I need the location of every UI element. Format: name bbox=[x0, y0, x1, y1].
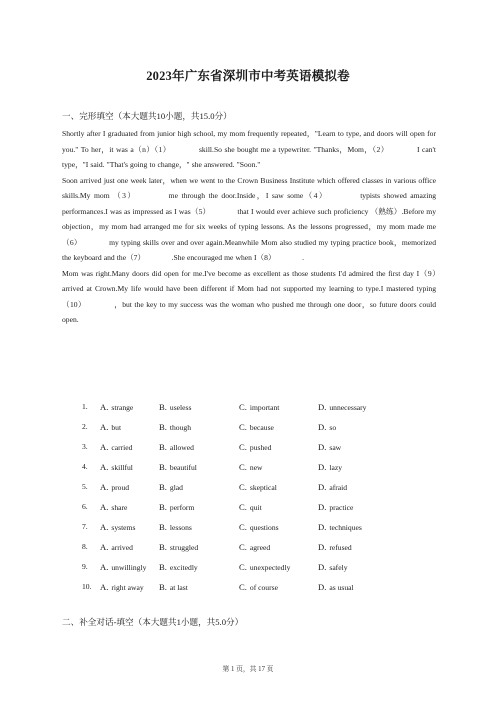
option-choice bbox=[239, 562, 290, 572]
option-choice bbox=[100, 402, 133, 412]
option-text: proud bbox=[111, 483, 130, 492]
option-choice bbox=[239, 402, 279, 412]
passage-paragraph: Soon arrived just one week later，when we went to the Crown Business Institute which offered classes in various office skills.My mom （3） me through the door.Inside，I saw some（4） typists showed amazing performances.I was as impressed as I was（5） that I would ever achieve such proficiency （熟练）.Before my objection，my mom had arranged me for six weeks of typing lessons. As the lessons progressed，my mom made me（6） my typing skills over and over again.Meanwhile Mom also studied my typing practice book，memorized the keyboard and the（7） .She encouraged me when I（8） . bbox=[62, 175, 436, 262]
passage-paragraph: Mom was right.Many doors did open for me.I've become as excellent as those students I'd admired the first day I（9） arrived at Crown.My life would have been different if Mom had not supported my learning to type.I mastered typing（10） ，but the key to my success was the woman who pushed me through one door，so future doors could open. bbox=[62, 268, 467, 324]
option-letter: A. bbox=[100, 422, 109, 432]
option-letter: C. bbox=[239, 482, 247, 492]
option-letter: B. bbox=[159, 562, 167, 572]
cloze-passage bbox=[62, 126, 467, 328]
option-letter: B. bbox=[159, 582, 167, 592]
question-number: 6. bbox=[82, 502, 88, 511]
question-number: 10. bbox=[82, 582, 92, 591]
option-choice bbox=[159, 422, 191, 432]
option-text: afraid bbox=[329, 483, 348, 492]
option-text: refused bbox=[329, 543, 352, 552]
option-choice bbox=[100, 582, 144, 592]
option-choice bbox=[159, 522, 192, 532]
option-choice bbox=[159, 402, 191, 412]
option-choice bbox=[239, 422, 274, 432]
option-text: lazy bbox=[329, 463, 343, 472]
option-letter: C. bbox=[239, 562, 247, 572]
option-text: practice bbox=[329, 503, 354, 512]
option-letter: D. bbox=[318, 482, 327, 492]
option-choice bbox=[100, 462, 133, 472]
option-choice bbox=[318, 482, 347, 492]
option-text: unnecessary bbox=[329, 403, 367, 412]
option-text: because bbox=[249, 423, 274, 432]
option-text: at last bbox=[169, 583, 188, 592]
option-letter: C. bbox=[239, 462, 247, 472]
option-text: carried bbox=[111, 443, 133, 452]
question-number: 1. bbox=[82, 402, 88, 411]
option-choice bbox=[159, 482, 183, 492]
option-text: glad bbox=[169, 483, 183, 492]
option-letter: A. bbox=[100, 502, 109, 512]
option-choice bbox=[159, 542, 198, 552]
option-choice bbox=[318, 562, 348, 572]
option-choice bbox=[100, 542, 133, 552]
option-text: perform bbox=[169, 503, 195, 512]
option-choice bbox=[239, 582, 278, 592]
option-text: of course bbox=[249, 583, 278, 592]
question-row bbox=[82, 582, 412, 602]
option-choice bbox=[100, 522, 135, 532]
option-letter: D. bbox=[318, 422, 327, 432]
option-letter: B. bbox=[159, 422, 167, 432]
option-letter: D. bbox=[318, 462, 327, 472]
option-choice bbox=[239, 442, 271, 452]
question-row bbox=[82, 422, 412, 442]
option-letter: A. bbox=[100, 402, 109, 412]
option-choice bbox=[318, 582, 354, 592]
option-text: skeptical bbox=[249, 483, 277, 492]
question-row bbox=[82, 562, 412, 582]
option-text: important bbox=[249, 403, 280, 412]
option-choice bbox=[100, 482, 129, 492]
option-letter: A. bbox=[100, 582, 109, 592]
option-choice bbox=[239, 462, 263, 472]
option-text: as usual bbox=[329, 583, 354, 592]
option-text: pushed bbox=[249, 443, 272, 452]
option-text: excitedly bbox=[169, 563, 198, 572]
question-row bbox=[82, 482, 412, 502]
option-choice bbox=[318, 502, 353, 512]
option-letter: A. bbox=[100, 462, 109, 472]
option-text: allowed bbox=[169, 443, 194, 452]
option-letter: C. bbox=[239, 542, 247, 552]
question-number: 9. bbox=[82, 562, 88, 571]
question-options-list bbox=[82, 402, 412, 602]
option-text: skillful bbox=[111, 463, 133, 472]
option-letter: D. bbox=[318, 502, 327, 512]
question-number: 4. bbox=[82, 462, 88, 471]
question-row bbox=[82, 402, 412, 422]
question-number: 7. bbox=[82, 522, 88, 531]
option-text: but bbox=[111, 423, 122, 432]
option-choice bbox=[100, 562, 146, 572]
question-number: 2. bbox=[82, 422, 88, 431]
option-letter: D. bbox=[318, 522, 327, 532]
option-choice bbox=[159, 462, 197, 472]
option-choice bbox=[318, 462, 342, 472]
option-text: quit bbox=[249, 503, 262, 512]
section-heading-cloze: 一、完形填空（本大题共10小题，共15.0分） bbox=[62, 111, 232, 121]
option-letter: B. bbox=[159, 462, 167, 472]
question-row bbox=[82, 502, 412, 522]
option-letter: C. bbox=[239, 442, 247, 452]
question-row bbox=[82, 442, 412, 462]
question-row bbox=[82, 462, 412, 482]
option-choice bbox=[100, 422, 121, 432]
option-text: struggled bbox=[169, 543, 199, 552]
question-number: 5. bbox=[82, 482, 88, 491]
option-letter: D. bbox=[318, 402, 327, 412]
option-choice bbox=[159, 582, 188, 592]
option-text: systems bbox=[111, 523, 136, 532]
option-text: strange bbox=[111, 403, 134, 412]
option-text: techniques bbox=[329, 523, 362, 532]
page-title: 2023年广东省深圳市中考英语模拟卷 bbox=[146, 69, 350, 83]
option-text: share bbox=[111, 503, 128, 512]
question-row bbox=[82, 542, 412, 562]
option-choice bbox=[159, 502, 194, 512]
question-number: 8. bbox=[82, 542, 88, 551]
option-letter: A. bbox=[100, 542, 109, 552]
option-text: useless bbox=[169, 403, 192, 412]
option-letter: B. bbox=[159, 402, 167, 412]
option-letter: B. bbox=[159, 522, 167, 532]
option-letter: C. bbox=[239, 402, 247, 412]
option-choice bbox=[239, 542, 270, 552]
option-letter: B. bbox=[159, 502, 167, 512]
option-letter: D. bbox=[318, 582, 327, 592]
option-text: unwillingly bbox=[111, 563, 147, 572]
option-letter: B. bbox=[159, 442, 167, 452]
option-choice bbox=[318, 522, 362, 532]
section-heading-dialogue: 二、补全对话-填空（本大题共1小题，共5.0分） bbox=[62, 617, 244, 627]
option-choice bbox=[318, 402, 366, 412]
option-letter: C. bbox=[239, 522, 247, 532]
option-letter: C. bbox=[239, 422, 247, 432]
option-choice bbox=[318, 422, 336, 432]
passage-paragraph: Shortly after I graduated from junior high school, my mom frequently repeated，"Learn to type, and doors will open for you." To her，it was a（n）（1） skill.So she bought me a typewriter. "Thanks，Mom，（2） I can't type，"I said. "That's going to change，" she answered. "Soon." bbox=[62, 129, 436, 169]
option-letter: D. bbox=[318, 442, 327, 452]
option-text: beautiful bbox=[169, 463, 197, 472]
option-text: saw bbox=[329, 443, 342, 452]
option-letter: A. bbox=[100, 522, 109, 532]
option-letter: C. bbox=[239, 582, 247, 592]
option-choice bbox=[318, 542, 352, 552]
option-choice bbox=[100, 502, 127, 512]
page-footer: 第 1 页，共 17 页 bbox=[222, 666, 274, 673]
option-text: new bbox=[249, 463, 263, 472]
option-choice bbox=[239, 482, 277, 492]
option-text: right away bbox=[111, 583, 144, 592]
option-choice bbox=[239, 522, 279, 532]
option-letter: A. bbox=[100, 442, 109, 452]
option-letter: A. bbox=[100, 482, 109, 492]
option-choice bbox=[100, 442, 132, 452]
question-row bbox=[82, 522, 412, 542]
option-text: lessons bbox=[169, 523, 192, 532]
option-letter: B. bbox=[159, 542, 167, 552]
option-text: unexpectedly bbox=[249, 563, 291, 572]
option-letter: D. bbox=[318, 562, 327, 572]
option-choice bbox=[318, 442, 341, 452]
option-text: so bbox=[329, 423, 337, 432]
option-letter: A. bbox=[100, 562, 109, 572]
option-letter: C. bbox=[239, 502, 247, 512]
option-text: though bbox=[169, 423, 191, 432]
option-text: safely bbox=[329, 563, 348, 572]
option-letter: D. bbox=[318, 542, 327, 552]
option-text: questions bbox=[249, 523, 279, 532]
option-choice bbox=[159, 562, 198, 572]
option-choice bbox=[159, 442, 194, 452]
option-text: agreed bbox=[249, 543, 271, 552]
option-letter: B. bbox=[159, 482, 167, 492]
option-choice bbox=[239, 502, 262, 512]
option-text: arrived bbox=[111, 543, 133, 552]
question-number: 3. bbox=[82, 442, 88, 451]
